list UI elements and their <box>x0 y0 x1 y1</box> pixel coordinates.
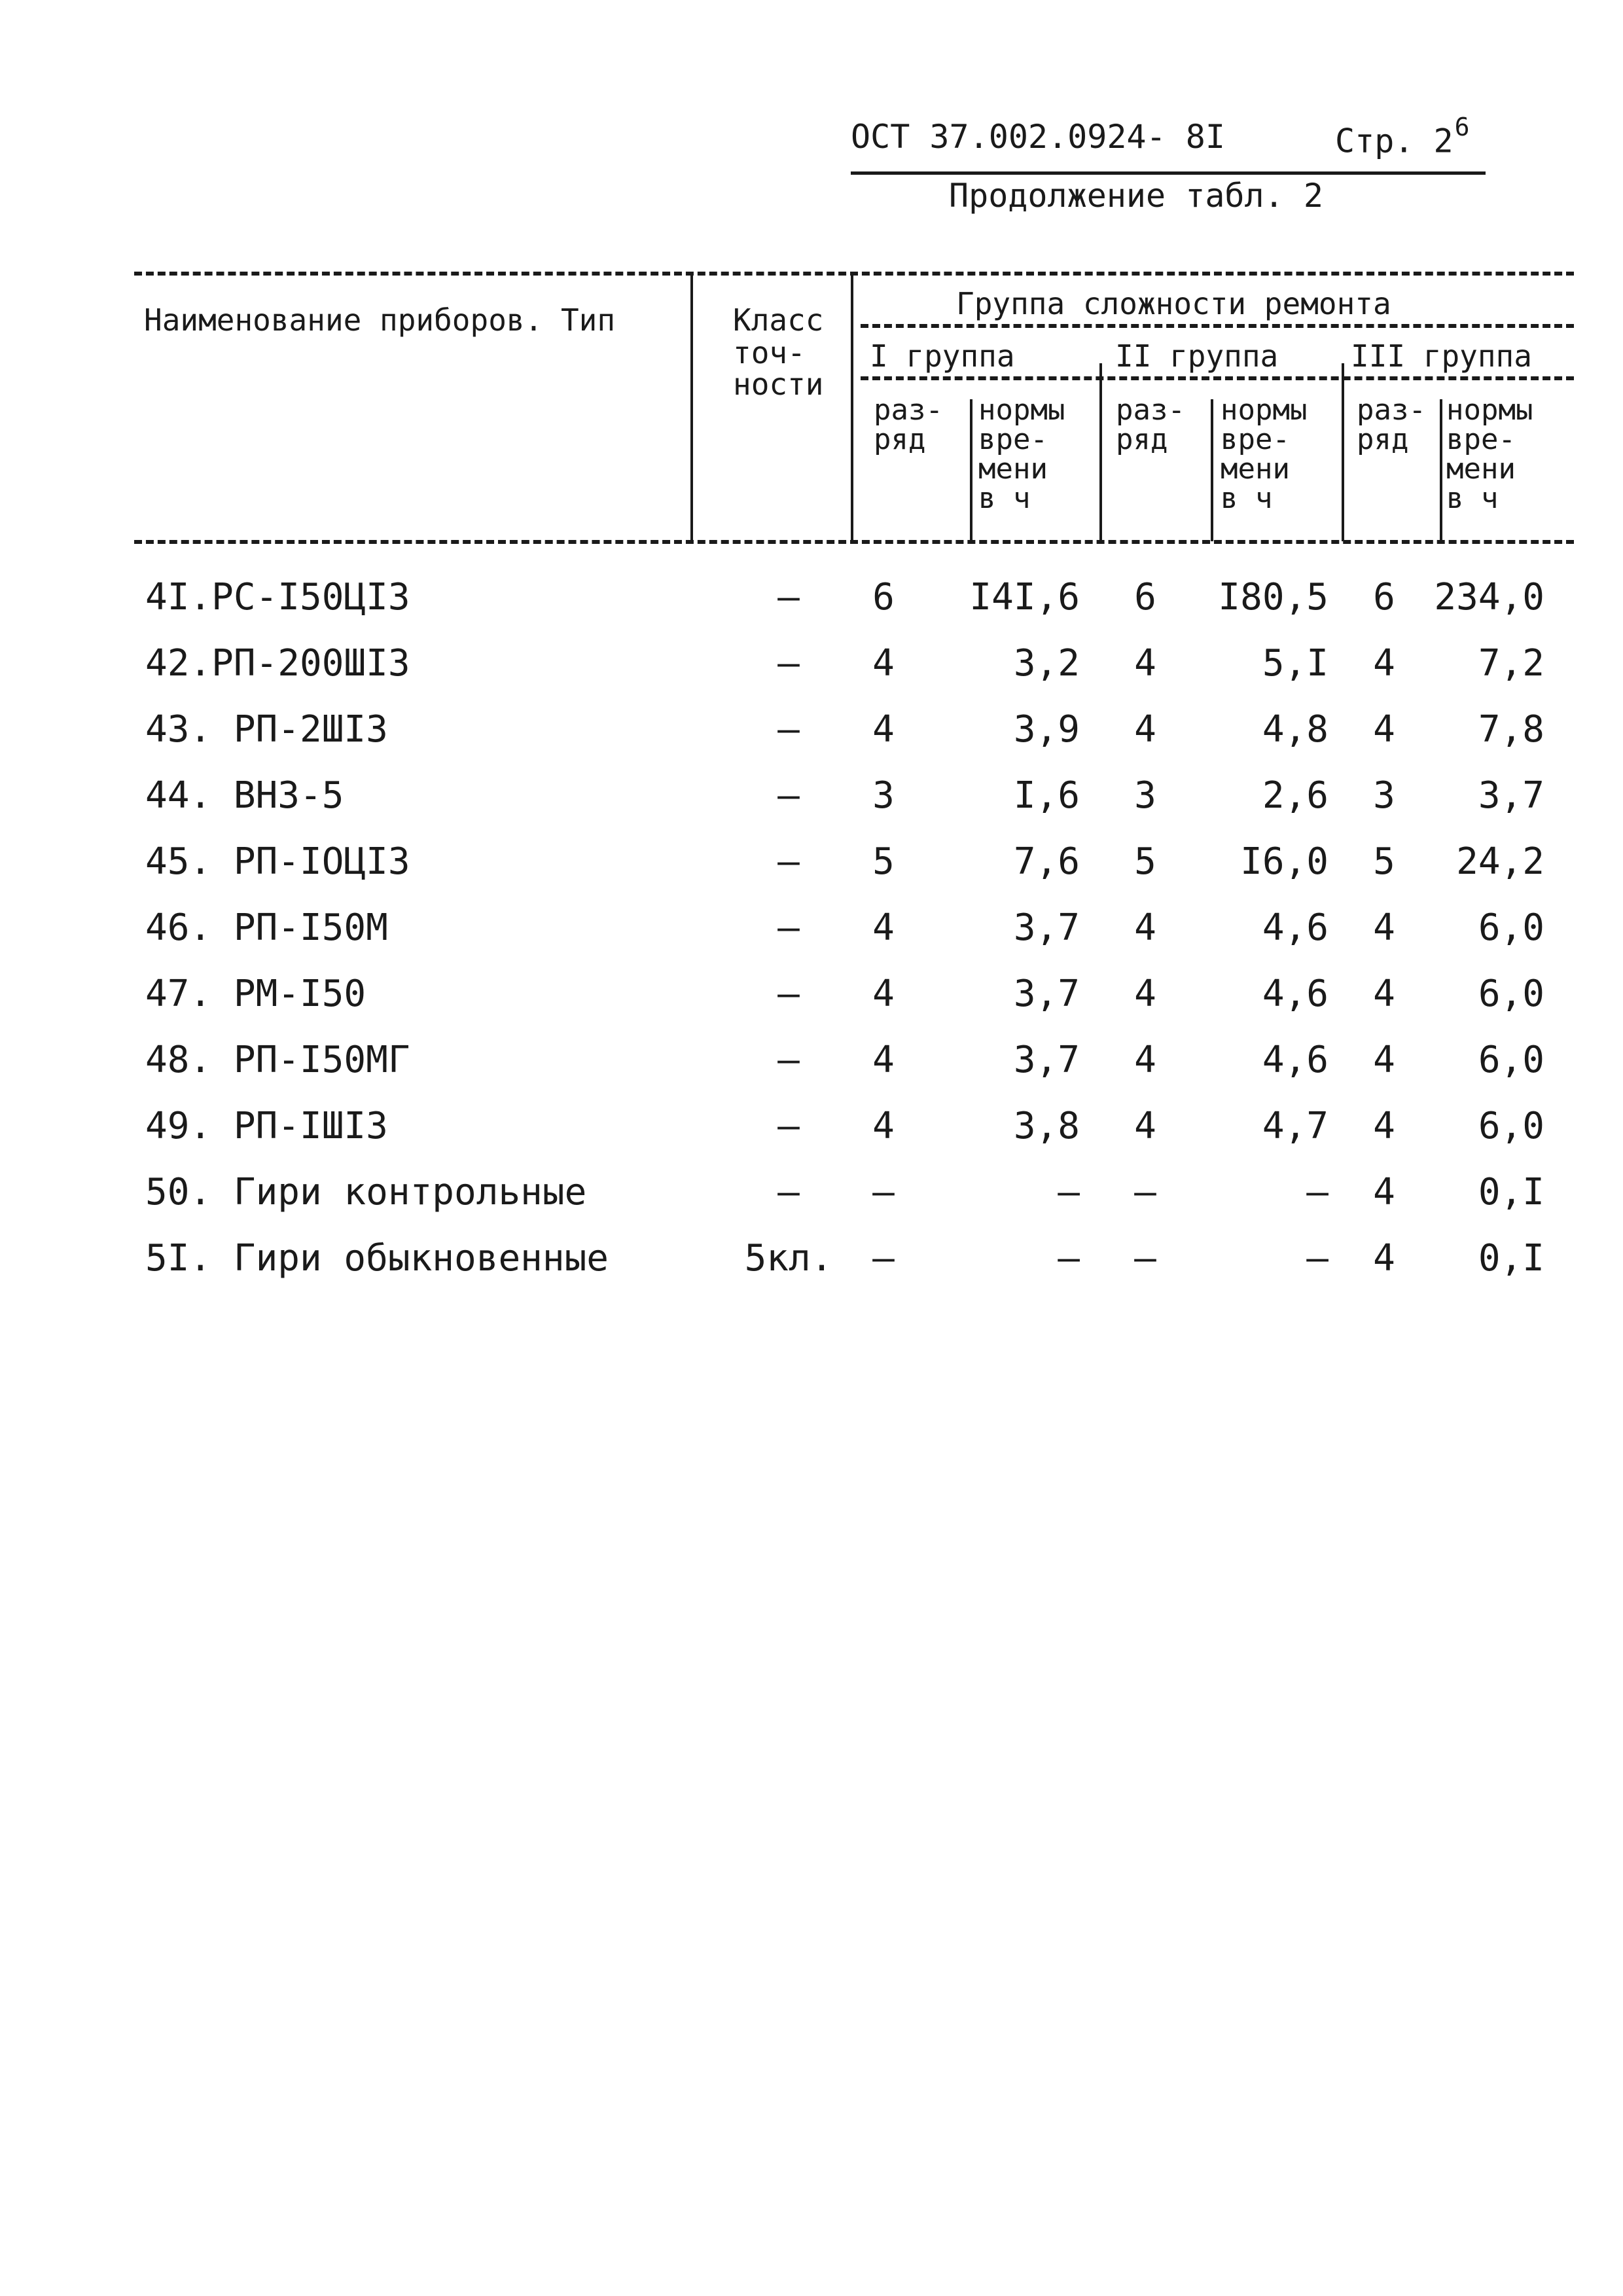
row-name: 47. РМ-I50 <box>145 973 366 1015</box>
col-separator-g2-inner <box>1211 399 1213 541</box>
row-g1-norm: I4I,6 <box>969 576 1080 619</box>
g1-norm-line4: в ч <box>978 482 1031 515</box>
row-g1-rank: 5 <box>872 840 895 883</box>
row-accuracy-class: – <box>777 1105 800 1147</box>
row-g2-rank: 4 <box>1134 906 1156 949</box>
table-row <box>0 840 1623 906</box>
row-g3-norm: 6,0 <box>1478 1039 1544 1081</box>
table-row <box>0 1105 1623 1170</box>
g2-norm-line3: мени <box>1221 452 1290 486</box>
col-separator-2 <box>851 272 853 541</box>
g3-norm-line1: нормы <box>1446 393 1533 427</box>
row-g2-norm: – <box>1306 1171 1329 1213</box>
row-g1-rank: 6 <box>872 576 895 619</box>
row-g1-rank: 4 <box>872 642 895 685</box>
row-accuracy-class: – <box>777 906 800 949</box>
row-g2-norm: 2,6 <box>1262 774 1329 817</box>
row-g2-norm: 5,I <box>1262 642 1329 685</box>
table-continuation-label: Продолжение табл. 2 <box>949 177 1323 215</box>
row-g2-rank: 4 <box>1134 1039 1156 1081</box>
row-name: 5I. Гири обыкновенные <box>145 1237 609 1280</box>
row-g1-norm: – <box>1058 1171 1080 1213</box>
group3-label: III группа <box>1348 340 1535 372</box>
document-code: ОСТ 37.002.0924- 8I <box>851 118 1225 156</box>
row-g2-rank: – <box>1134 1237 1156 1280</box>
row-g3-rank: 4 <box>1373 973 1395 1015</box>
g3-norm-line4: в ч <box>1446 482 1499 515</box>
row-g1-rank: 4 <box>872 906 895 949</box>
row-g2-rank: – <box>1134 1171 1156 1213</box>
row-g3-rank: 4 <box>1373 906 1395 949</box>
row-g3-norm: 0,I <box>1478 1171 1544 1213</box>
g2-rank-line1: раз- <box>1116 393 1185 427</box>
row-name: 43. РП-2ШI3 <box>145 708 388 751</box>
row-g2-rank: 4 <box>1134 708 1156 751</box>
row-accuracy-class: 5кл. <box>744 1237 833 1280</box>
row-accuracy-class: – <box>777 576 800 619</box>
g2-rank-line2: ряд <box>1116 423 1168 456</box>
row-accuracy-class: – <box>777 840 800 883</box>
group2-label: II группа <box>1113 340 1281 372</box>
page-label: Стр. 2 <box>1335 122 1454 160</box>
row-g3-norm: 0,I <box>1478 1237 1544 1280</box>
row-name: 4I.РС-I50ЦI3 <box>145 576 410 619</box>
row-g1-norm: 3,8 <box>1013 1105 1080 1147</box>
g1-norm-line3: мени <box>978 452 1048 486</box>
row-g2-norm: 4,6 <box>1262 973 1329 1015</box>
table-row <box>0 1171 1623 1236</box>
g3-rank-line2: ряд <box>1357 423 1409 456</box>
g1-rank-line1: раз- <box>874 393 943 427</box>
row-g3-rank: 4 <box>1373 1237 1395 1280</box>
row-g2-norm: 4,7 <box>1262 1105 1329 1147</box>
row-g3-norm: 6,0 <box>1478 973 1544 1015</box>
col-separator-g1-inner <box>970 399 972 541</box>
row-g3-norm: 7,8 <box>1478 708 1544 751</box>
table-row <box>0 774 1623 840</box>
row-g3-norm: 6,0 <box>1478 1105 1544 1147</box>
col-separator-g2-g3 <box>1342 363 1344 541</box>
table-row <box>0 1237 1623 1302</box>
table-row <box>0 576 1623 641</box>
row-g1-rank: 4 <box>872 708 895 751</box>
group-title-rule <box>861 324 1574 328</box>
row-g3-rank: 4 <box>1373 1105 1395 1147</box>
row-name: 46. РП-I50М <box>145 906 388 949</box>
row-g3-rank: 5 <box>1373 840 1395 883</box>
row-g1-rank: 4 <box>872 973 895 1015</box>
row-g2-rank: 3 <box>1134 774 1156 817</box>
table-row <box>0 642 1623 708</box>
row-g3-norm: 24,2 <box>1456 840 1544 883</box>
row-g1-rank: 3 <box>872 774 895 817</box>
row-g2-norm: I80,5 <box>1218 576 1329 619</box>
row-g3-rank: 4 <box>1373 1171 1395 1213</box>
row-g3-norm: 3,7 <box>1478 774 1544 817</box>
row-g1-rank: – <box>872 1237 895 1280</box>
row-accuracy-class: – <box>777 708 800 751</box>
row-g1-rank: 4 <box>872 1039 895 1081</box>
row-accuracy-class: – <box>777 642 800 685</box>
row-g3-rank: 6 <box>1373 576 1395 619</box>
row-g1-norm: – <box>1058 1237 1080 1280</box>
row-g2-rank: 4 <box>1134 1105 1156 1147</box>
row-g3-norm: 234,0 <box>1434 576 1544 619</box>
row-name: 45. РП-IОЦI3 <box>145 840 410 883</box>
table-row <box>0 906 1623 972</box>
row-accuracy-class: – <box>777 1039 800 1081</box>
row-g3-norm: 6,0 <box>1478 906 1544 949</box>
row-g3-norm: 7,2 <box>1478 642 1544 685</box>
row-g2-norm: I6,0 <box>1240 840 1329 883</box>
row-g3-rank: 4 <box>1373 1039 1395 1081</box>
group1-label: I группа <box>867 340 1018 372</box>
g3-norm-line3: мени <box>1446 452 1516 486</box>
row-g1-rank: – <box>872 1171 895 1213</box>
table-row <box>0 1039 1623 1104</box>
row-name: 48. РП-I50МГ <box>145 1039 410 1081</box>
col-name-header: Наименование приборов. Тип <box>144 302 616 338</box>
col-class-header-line3: ности <box>733 367 824 402</box>
col-separator-g1-g2 <box>1099 363 1102 541</box>
page-number-sup: 6 <box>1454 113 1470 141</box>
row-g3-rank: 4 <box>1373 642 1395 685</box>
col-separator-1 <box>690 272 693 541</box>
row-g1-norm: 3,7 <box>1013 906 1080 949</box>
header-bottom-rule <box>134 540 1574 544</box>
row-g2-rank: 4 <box>1134 642 1156 685</box>
g2-norm-line1: нормы <box>1221 393 1308 427</box>
g1-norm-line2: вре- <box>978 423 1048 456</box>
table-header <box>134 265 1574 553</box>
row-g1-norm: 7,6 <box>1013 840 1080 883</box>
g2-norm-line2: вре- <box>1221 423 1290 456</box>
row-accuracy-class: – <box>777 774 800 817</box>
table-row <box>0 973 1623 1038</box>
g2-norm-line4: в ч <box>1221 482 1273 515</box>
row-g1-norm: 3,2 <box>1013 642 1080 685</box>
row-g2-rank: 4 <box>1134 973 1156 1015</box>
col-class-header-line2: точ- <box>733 335 806 370</box>
group-title: Группа сложности ремонта <box>952 288 1395 319</box>
row-g2-rank: 5 <box>1134 840 1156 883</box>
g1-rank-line2: ряд <box>874 423 926 456</box>
row-accuracy-class: – <box>777 973 800 1015</box>
row-g1-norm: 3,7 <box>1013 973 1080 1015</box>
table-row <box>0 708 1623 774</box>
document-header <box>851 113 1492 215</box>
row-g2-norm: 4,8 <box>1262 708 1329 751</box>
row-name: 49. РП-IШI3 <box>145 1105 388 1147</box>
col-class-header-line1: Класс <box>733 302 824 338</box>
row-name: 42.РП-200ШI3 <box>145 642 410 685</box>
row-g2-norm: – <box>1306 1237 1329 1280</box>
row-g1-rank: 4 <box>872 1105 895 1147</box>
row-name: 50. Гири контрольные <box>145 1171 587 1213</box>
row-name: 44. ВНЗ-5 <box>145 774 344 817</box>
row-g2-rank: 6 <box>1134 576 1156 619</box>
row-g2-norm: 4,6 <box>1262 906 1329 949</box>
row-g1-norm: 3,7 <box>1013 1039 1080 1081</box>
g3-rank-line1: раз- <box>1357 393 1426 427</box>
header-rule <box>851 171 1486 175</box>
row-g1-norm: I,6 <box>1013 774 1080 817</box>
row-accuracy-class: – <box>777 1171 800 1213</box>
col-separator-g3-inner <box>1440 399 1442 541</box>
g1-norm-line1: нормы <box>978 393 1065 427</box>
page-number <box>1335 113 1470 160</box>
g3-norm-line2: вре- <box>1446 423 1516 456</box>
row-g3-rank: 4 <box>1373 708 1395 751</box>
group-subtitle-rule <box>861 376 1574 380</box>
header-top-rule <box>134 272 1574 276</box>
row-g3-rank: 3 <box>1373 774 1395 817</box>
row-g1-norm: 3,9 <box>1013 708 1080 751</box>
row-g2-norm: 4,6 <box>1262 1039 1329 1081</box>
